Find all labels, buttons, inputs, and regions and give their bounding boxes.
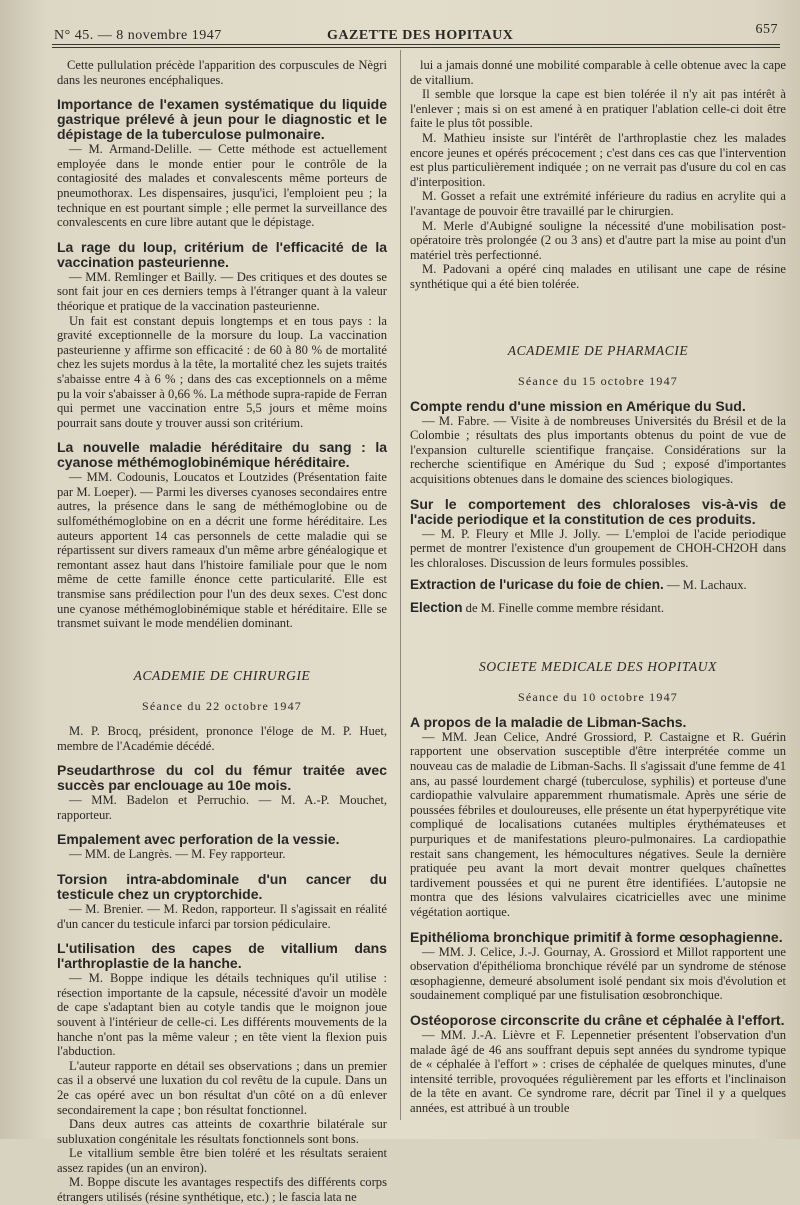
item-title: Empalement avec perforation de la vessie. (57, 831, 340, 848)
paragraph: Cette pullulation précède l'apparition des corpuscules de Nègri dans les neurones encéphaliques. (57, 58, 387, 87)
journal-title: GAZETTE DES HOPITAUX (327, 28, 514, 43)
item-body: de M. Finelle comme membre résidant. (465, 601, 664, 616)
section-title-pharmacie: ACADEMIE DE PHARMACIE (507, 342, 689, 358)
paragraph: — MM. Codounis, Loucatos et Loutzides (Présentation faite par M. Loeper). — Parmi les diverses cyanoses secondaires entre autres, la présence dans le sang de méthémoglobine ou de sulfométhémoglobine on en a décrit une forme héréditaire. Les auteurs apportent 14 cas personnels de cette maladie qui se répartissent sur divers rameaux d'un même arbre généalogique et remontant assez haut dans l'histoire familiale pour que le nom même de cette famille énonce cette particularité. Elle est transmise sans prédilection pour l'un des deux sexes. C'est donc une cyanose méthémoglobinémique stable et héréditaire. Elle se transmet suivant le mode mendélien dominant. (57, 470, 387, 631)
item-title: Importance de l'examen systématique du liquide gastrique prélevé à jeun pour le diagnostic et le dépistage de la tuberculose pulmonaire. (57, 96, 387, 143)
page-header (52, 20, 780, 42)
paragraph: — MM. de Langrès. — M. Fey rapporteur. (69, 847, 286, 862)
column-divider (400, 50, 401, 1120)
paragraph: M. Merle d'Aubigné souligne la nécessité d'une mobilisation post-opératoire très prolongée (2 ou 3 ans) et d'autre part la mise au point d'un matériel très perfectionné. (410, 218, 786, 262)
item-title: Ostéoporose circonscrite du crâne et céphalée à l'effort. (410, 1011, 785, 1028)
paragraph: — M. Boppe indique les détails techniques qu'il utilise : résection importante de la capsule, nécessité d'avoir un modèle de cape s'adaptant bien au cotyle tandis que le moignon joue souvent à l'intérieur de celle-ci. Les différents mouvements de la hanche n'ont pas la même valeur ; en tête vient la flexion puis l'abduction. (57, 971, 387, 1059)
header-rule (52, 44, 780, 45)
paragraph: Le vitallium semble être bien toléré et les résultats seraient assez rapides (un an environ). (57, 1146, 387, 1175)
item-title: Epithélioma bronchique primitif à forme œsophagienne. (410, 928, 783, 945)
session-date: Séance du 10 octobre 1947 (518, 690, 678, 705)
paragraph: — MM. J.-A. Lièvre et F. Lepennetier présentent l'observation d'un malade âgé de 46 ans souffrant depuis sept années du syndrome typique de « céphalée à l'effort » : crises de céphalée de quelques minutes, d'une intensité terrible, provoquées régulièrement par les efforts et l'inclinaison de la tête en avant. Ce syndrome rare, décrit par Tinel il y a quelques années, est attribué à un trouble (410, 1027, 786, 1115)
paragraph: lui a jamais donné une mobilité comparable à celle obtenue avec la cape de vitallium. (410, 58, 786, 87)
item-title: Election (410, 600, 463, 616)
paragraph: — M. P. Fleury et Mlle J. Jolly. — L'emploi de l'acide periodique permet de montrer l'existence d'un groupement de CHOH-CH2OH dans les chloraloses. Discussion de leurs formules possibles. (410, 526, 786, 570)
item-title: La nouvelle maladie héréditaire du sang : la cyanose méthémoglobinémique héréditaire. (57, 439, 387, 471)
paragraph: Il semble que lorsque la cape est bien tolérée il n'y ait pas intérêt à l'enlever ; mais si on est amené à en pratiquer l'ablation celle-ci doit être faite le plus tôt possible. (410, 87, 786, 131)
section-title-chirurgie: ACADEMIE DE CHIRURGIE (133, 667, 311, 683)
session-date: Séance du 22 octobre 1947 (142, 699, 302, 714)
paragraph: Un fait est constant depuis longtemps et en tous pays : la gravité exceptionnelle de la morsure du loup. La vaccination pasteurienne y affirme son efficacité : de 60 à 80 % de mortalité chez les sujets mordus à la tête, la mortalité chez les sujets traités s'abaisse entre 4 à 6 % ; dans des cas exceptionnels on a même pu la voir s'abaisser à 0,66 %. La méthode supra-rapide de Ferran qui permet une vaccination entre 5,5 jours et même moins pourrait sans doute y trouver aussi son critérium. (57, 313, 387, 430)
issue-date: N° 45. — 8 novembre 1947 (54, 28, 222, 43)
paragraph: — MM. Jean Celice, André Grossiord, P. Castaigne et R. Guérin rapportent une observation susceptible d'être interprétée comme un nouveau cas de maladie de Libman-Sachs. Il s'agissait d'une femme de 41 ans, au passé lourdement chargé (tuberculose, syphilis) et porteuse d'une cardiopathie valvulaire apparemment rhumatismale. Après une série de poussées fébriles et douloureuses, elle présente un état hyperpyrétique vite compliqué de localisations cutanées multiples érythémateuses et purpuriques et de manifestations pleuro-pulmonaires. La cardiopathie restait sans changement, les hémocultures négatives. Seule la dernière pratiquée peu avant la mort devait montrer quelques chaînettes tardivement poussées et qui ne purent être identifiées. L'autopsie ne montra que des lésions valvulaires cicatricielles avec une minime végétation aortique. (410, 729, 786, 919)
item-title: Extraction de l'uricase du foie de chien. (410, 577, 664, 593)
paragraph: — M. Armand-Delille. — Cette méthode est actuellement employée dans le monde entier pour le contrôle de la contagiosité des malades et convalescents même porteurs de pneumothorax. Les dispensaires, jusqu'ici, l'emploient peu ; la technique en est pourtant simple ; elle permet la surveillance des convalescents en cure libre autant que le dépistage. (57, 142, 387, 230)
paragraph: M. Gosset a refait une extrémité inférieure du radius en acrylite qui a l'avantage de pouvoir être travaillé par le chirurgien. (410, 189, 786, 218)
paragraph: L'auteur rapporte en détail ses observations ; dans un premier cas il a observé une luxation du col revêtu de la cupule. Dans un 2e cas opéré avec un bon résultat d'un côté on a dû enlever secondairement la cape ; bon résultat fonctionnel. (57, 1058, 387, 1117)
item-title: Torsion intra-abdominale d'un cancer du testicule chez un cryptorchide. (57, 870, 387, 902)
paragraph: — M. Brenier. — M. Redon, rapporteur. Il s'agissait en réalité d'un cancer du testicule infarci par torsion pédiculaire. (57, 901, 387, 931)
section-title-societe: SOCIETE MEDICALE DES HOPITAUX (478, 658, 717, 674)
paragraph: — MM. Remlinger et Bailly. — Des critiques et des doutes se sont fait jour en ces derniers temps à l'étranger quant à la valeur théorique et pratique de la vaccination pasteurienne. (57, 269, 387, 313)
item-title: Sur le comportement des chloraloses vis-à-vis de l'acide periodique et la constitution de ces produits. (410, 495, 786, 527)
header-rule-thin (52, 47, 780, 48)
page-number: 657 (755, 22, 778, 37)
paragraph: M. Mathieu insiste sur l'intérêt de l'arthroplastie chez les malades encore jeunes et opérés précocement ; c'est dans ces cas que l'intervention est plus particulièrement indiquée ; on ne verrait pas d'usure du col en cas d'interposition. (410, 130, 786, 189)
paragraph: — M. Fabre. — Visite à de nombreuses Universités du Brésil et de la Colombie ; résultats des plus importants obtenus du point de vue de l'expansion culturelle scientifique française. Considérations sur la recherche scientifique en Amérique du Sud ; exposé d'importantes acquisitions obtenues dans le domaine des sciences biologiques. (410, 413, 786, 487)
item-title: Pseudarthrose du col du fémur traitée avec succès par enclouage au 10e mois. (57, 762, 387, 794)
paragraph: — MM. J. Celice, J.-J. Gournay, A. Grossiord et Millot rapportent une observation d'épithélioma bronchique révélé par un syndrome de sténose œsophagienne, demeuré absolument isolé pendant six mois d'évolution et soudainement compliqué par une fistulisation œsobronchique. (410, 944, 786, 1003)
session-date: Séance du 15 octobre 1947 (518, 374, 678, 389)
paragraph: — MM. Badelon et Perruchio. — M. A.-P. Mouchet, rapporteur. (57, 793, 387, 822)
paragraph: M. Boppe discute les avantages respectifs des différents corps étrangers utilisés (résine synthétique, etc.) ; le fascia lata ne (57, 1175, 387, 1205)
paragraph: M. Padovani a opéré cinq malades en utilisant une cape de résine synthétique qui a été bien tolérée. (410, 262, 786, 291)
left-column (57, 58, 387, 1205)
item-title: L'utilisation des capes de vitallium dans l'arthroplastie de la hanche. (57, 940, 387, 972)
right-column (410, 58, 786, 1115)
item-body: — M. Lachaux. (666, 578, 747, 593)
item-title: Compte rendu d'une mission en Amérique du Sud. (410, 397, 746, 414)
item-title: La rage du loup, critérium de l'efficacité de la vaccination pasteurienne. (57, 238, 387, 270)
paragraph: Dans deux autres cas atteints de coxarthrie bilatérale sur subluxation congénitale les résultats fonctionnels sont bons. (57, 1117, 387, 1146)
item-title: A propos de la maladie de Libman-Sachs. (410, 713, 687, 730)
paragraph: M. P. Brocq, président, prononce l'éloge de M. P. Huet, membre de l'Académie décédé. (57, 724, 387, 753)
